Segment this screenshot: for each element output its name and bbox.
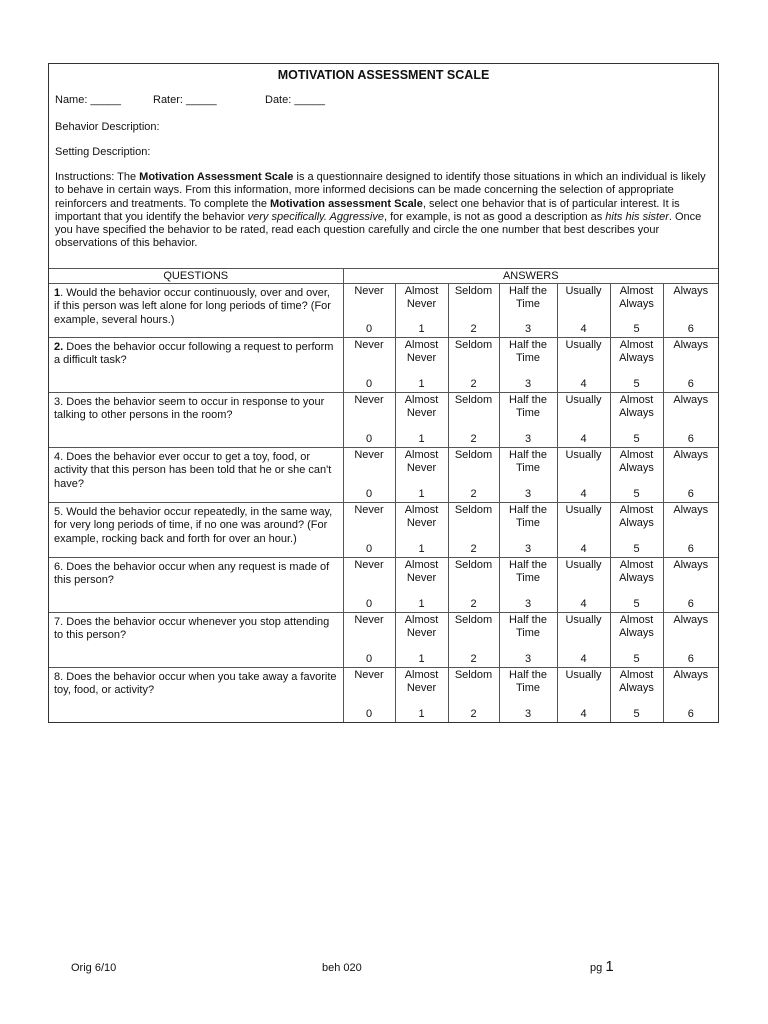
answer-cell — [664, 393, 719, 446]
answer-label: Almost Never — [404, 504, 439, 530]
answer-cell — [500, 558, 557, 611]
answer-cell — [500, 284, 557, 336]
answer-label: Never — [354, 504, 384, 516]
answer-label: Half the Time — [509, 614, 547, 640]
question-body: Does the behavior ever occur to get a toy, food, or activity that this person has been told that he or she can't have? — [54, 451, 332, 490]
answer-number[interactable]: 4 — [580, 653, 587, 665]
question-text — [49, 558, 343, 612]
answer-number[interactable]: 5 — [633, 653, 640, 665]
answer-number[interactable]: 3 — [524, 433, 532, 445]
answer-number[interactable]: 5 — [633, 323, 640, 335]
answer-number[interactable]: 5 — [633, 708, 640, 720]
question-cell — [49, 393, 343, 448]
question-cell — [49, 284, 343, 338]
answer-option[interactable] — [343, 613, 395, 668]
answer-number[interactable]: 3 — [524, 323, 532, 335]
footer-code: beh 020 — [322, 962, 362, 974]
answer-number[interactable]: 4 — [580, 378, 587, 390]
answer-option[interactable] — [557, 448, 610, 503]
answer-cell — [611, 668, 663, 721]
answer-label: Almost Never — [404, 559, 439, 585]
table-row — [49, 284, 718, 338]
answer-label: Half the Time — [509, 285, 547, 311]
question-body: Does the behavior occur whenever you stop attending to this person? — [54, 616, 330, 642]
answer-label: Always — [673, 669, 709, 681]
answer-option[interactable] — [610, 393, 663, 448]
answer-cell — [558, 393, 610, 446]
answer-number[interactable]: 3 — [524, 378, 532, 390]
table-row — [49, 613, 718, 668]
answer-option[interactable] — [343, 503, 395, 558]
name-field[interactable]: Name: _____ — [55, 94, 122, 106]
answer-number[interactable]: 6 — [687, 378, 694, 390]
answer-option[interactable] — [663, 393, 718, 448]
answer-option[interactable] — [448, 558, 499, 613]
question-text — [49, 613, 343, 667]
answer-option[interactable] — [557, 613, 610, 668]
answer-cell — [500, 503, 557, 556]
answer-option[interactable] — [499, 448, 557, 503]
answer-cell — [449, 668, 499, 721]
answer-option[interactable] — [499, 503, 557, 558]
question-text — [49, 503, 343, 557]
answer-number[interactable]: 4 — [580, 708, 587, 720]
answer-cell — [344, 284, 395, 336]
answer-label: Usually — [565, 285, 602, 297]
answer-number[interactable]: 1 — [418, 653, 425, 665]
answer-number[interactable]: 2 — [470, 653, 477, 665]
answer-label: Almost Never — [404, 614, 439, 640]
question-number: 5. — [54, 506, 64, 518]
answer-label: Almost Always — [619, 504, 654, 530]
answer-option[interactable] — [448, 503, 499, 558]
question-cell — [49, 448, 343, 503]
answer-number[interactable]: 0 — [365, 598, 373, 610]
answer-option[interactable] — [663, 668, 718, 723]
answer-cell — [500, 338, 557, 391]
answer-option[interactable] — [448, 668, 499, 723]
answer-option[interactable] — [663, 448, 718, 503]
answer-label: Seldom — [454, 449, 493, 461]
form-header — [49, 64, 718, 269]
question-cell — [49, 558, 343, 613]
answer-option[interactable] — [448, 284, 499, 338]
answer-option[interactable] — [395, 613, 448, 668]
answer-cell — [396, 668, 448, 721]
answer-cell — [664, 338, 719, 391]
answer-cell — [344, 558, 395, 611]
answer-option[interactable] — [499, 558, 557, 613]
answer-option[interactable] — [663, 284, 718, 338]
answer-number[interactable]: 5 — [633, 378, 640, 390]
page-label: pg — [590, 962, 603, 974]
answer-number[interactable]: 4 — [580, 598, 587, 610]
table-row — [49, 393, 718, 448]
answer-cell — [500, 668, 557, 721]
answer-number[interactable]: 1 — [418, 488, 425, 500]
answer-cell — [611, 393, 663, 446]
answer-label: Half the Time — [509, 449, 547, 475]
answer-cell — [500, 448, 557, 501]
answer-number[interactable]: 6 — [687, 708, 694, 720]
question-text — [49, 393, 343, 447]
answer-cell — [664, 503, 719, 556]
answer-option[interactable] — [663, 613, 718, 668]
answer-label: Seldom — [454, 504, 493, 516]
question-body: . Would the behavior occur continuously, over and over, if this person was left alone for long periods of time? (For example, several hours.) — [54, 287, 331, 326]
answer-number[interactable]: 6 — [687, 323, 694, 335]
answer-label: Usually — [565, 449, 602, 461]
instructions-italic: very specifically. Aggressive — [247, 210, 384, 223]
footer-orig: Orig 6/10 — [71, 962, 117, 974]
answer-option[interactable] — [395, 503, 448, 558]
question-text — [49, 338, 343, 392]
instructions-part: , for example, is not as good a description as — [383, 210, 606, 223]
answer-label: Seldom — [454, 614, 493, 626]
answer-label: Almost Always — [619, 559, 654, 585]
answer-option[interactable] — [343, 668, 395, 723]
instructions-part: is a questionnaire designed to identify those situations in which an individual is likely to behave in certain ways. From this information, more informed decisions can be made concerning the selection of appropriate reinforcers and treatments. To complete the — [55, 171, 706, 210]
answer-label: Half the Time — [509, 504, 547, 530]
answer-label: Always — [673, 614, 709, 626]
answer-label: Never — [354, 394, 384, 406]
question-text — [49, 668, 343, 722]
answer-option[interactable] — [395, 448, 448, 503]
answer-option[interactable] — [610, 448, 663, 503]
answer-cell — [396, 338, 448, 391]
answer-cell — [449, 503, 499, 556]
answer-label: Usually — [565, 614, 602, 626]
answer-option[interactable] — [395, 668, 448, 723]
answer-number[interactable]: 4 — [580, 323, 587, 335]
answer-label: Seldom — [454, 285, 493, 297]
answer-cell — [558, 284, 610, 336]
answer-number[interactable]: 2 — [470, 433, 477, 445]
answer-option[interactable] — [663, 503, 718, 558]
answer-label: Always — [673, 559, 709, 571]
answer-option[interactable] — [557, 558, 610, 613]
answer-label: Usually — [565, 504, 602, 516]
answer-cell — [611, 558, 663, 611]
question-number: 4. — [54, 451, 64, 463]
answer-number[interactable]: 1 — [418, 378, 425, 390]
answer-cell — [449, 338, 499, 391]
answer-label: Always — [673, 285, 709, 297]
answer-label: Usually — [565, 669, 602, 681]
answer-option[interactable] — [499, 613, 557, 668]
answer-number[interactable]: 4 — [580, 543, 587, 555]
answer-option[interactable] — [499, 393, 557, 448]
answer-option[interactable] — [343, 448, 395, 503]
question-cell — [49, 503, 343, 558]
answer-option[interactable] — [395, 558, 448, 613]
answer-option[interactable] — [395, 338, 448, 393]
answer-cell — [664, 558, 719, 611]
answer-label: Usually — [565, 559, 602, 571]
instructions-bold: Motivation assessment Scale — [270, 197, 423, 210]
answer-cell — [449, 393, 499, 446]
answer-cell — [396, 284, 448, 336]
answer-option[interactable] — [448, 448, 499, 503]
answer-cell — [611, 284, 663, 336]
answer-label: Half the Time — [509, 559, 547, 585]
answer-label: Seldom — [454, 559, 493, 571]
answer-cell — [449, 448, 499, 501]
answer-label: Never — [354, 339, 384, 351]
answer-cell — [396, 393, 448, 446]
answer-cell — [558, 503, 610, 556]
question-body: Does the behavior occur following a request to perform a difficult task? — [54, 341, 334, 367]
answer-option[interactable] — [499, 338, 557, 393]
answer-number[interactable]: 6 — [687, 653, 694, 665]
answer-cell — [558, 448, 610, 501]
answer-cell — [558, 613, 610, 666]
table-row — [49, 503, 718, 558]
answer-number[interactable]: 2 — [470, 323, 477, 335]
answer-option[interactable] — [395, 393, 448, 448]
instructions-text — [55, 171, 712, 251]
answer-cell — [396, 613, 448, 666]
answer-option[interactable] — [610, 558, 663, 613]
answer-option[interactable] — [610, 284, 663, 338]
question-cell — [49, 613, 343, 668]
answer-label: Usually — [565, 339, 602, 351]
answer-option[interactable] — [499, 668, 557, 723]
instructions-italic: hits his sister — [605, 210, 669, 223]
answer-label: Never — [354, 614, 384, 626]
table-row — [49, 338, 718, 393]
answer-label: Always — [673, 339, 709, 351]
answer-number[interactable]: 5 — [633, 598, 640, 610]
question-body: Does the behavior seem to occur in response to your talking to other persons in the room? — [54, 396, 325, 422]
answer-option[interactable] — [343, 393, 395, 448]
answer-number[interactable]: 2 — [470, 598, 477, 610]
answer-number[interactable]: 3 — [524, 543, 532, 555]
answer-label: Almost Never — [404, 394, 439, 420]
answer-option[interactable] — [448, 338, 499, 393]
answer-number[interactable]: 0 — [365, 433, 373, 445]
question-body: Does the behavior occur when you take away a favorite toy, food, or activity? — [54, 671, 337, 697]
answer-option[interactable] — [343, 338, 395, 393]
answer-option[interactable] — [557, 668, 610, 723]
answer-number[interactable]: 6 — [687, 488, 694, 500]
questions-table — [49, 269, 718, 722]
table-row — [49, 558, 718, 613]
footer-page — [590, 958, 614, 975]
answer-option[interactable] — [610, 338, 663, 393]
answer-cell — [611, 613, 663, 666]
answer-number[interactable]: 1 — [418, 433, 425, 445]
answer-number[interactable]: 1 — [418, 598, 425, 610]
answer-label: Never — [354, 669, 384, 681]
answer-option[interactable] — [663, 338, 718, 393]
answer-option[interactable] — [499, 284, 557, 338]
answer-number[interactable]: 3 — [524, 598, 532, 610]
date-field[interactable]: Date: _____ — [265, 94, 325, 106]
answer-cell — [611, 503, 663, 556]
answer-cell — [664, 448, 719, 501]
answer-number[interactable]: 5 — [633, 433, 640, 445]
answer-number[interactable]: 6 — [687, 433, 694, 445]
answer-label: Seldom — [454, 669, 493, 681]
answers-header: ANSWERS — [343, 269, 718, 284]
answer-label: Almost Always — [619, 394, 654, 420]
answer-option[interactable] — [557, 503, 610, 558]
answer-cell — [558, 558, 610, 611]
answer-option[interactable] — [610, 668, 663, 723]
answer-label: Almost Always — [619, 614, 654, 640]
answer-number[interactable]: 0 — [365, 323, 373, 335]
answer-option[interactable] — [610, 613, 663, 668]
questions-body — [49, 284, 718, 723]
answer-option[interactable] — [610, 503, 663, 558]
answer-label: Seldom — [454, 394, 493, 406]
answer-cell — [344, 613, 395, 666]
question-number: 8. — [54, 671, 64, 683]
answer-label: Almost Never — [404, 669, 439, 695]
answer-cell — [344, 503, 395, 556]
question-number: 7. — [54, 616, 64, 628]
answer-number[interactable]: 1 — [418, 708, 425, 720]
answer-cell — [396, 448, 448, 501]
answer-cell — [664, 613, 719, 666]
answer-cell — [558, 668, 610, 721]
answer-cell — [344, 668, 395, 721]
answer-option[interactable] — [663, 558, 718, 613]
question-cell — [49, 668, 343, 723]
behavior-description-field[interactable]: Behavior Description: — [55, 121, 160, 133]
answer-cell — [500, 613, 557, 666]
answer-option[interactable] — [343, 284, 395, 338]
answer-cell — [449, 613, 499, 666]
answer-cell — [396, 558, 448, 611]
answer-cell — [344, 338, 395, 391]
answer-label: Almost Never — [404, 339, 439, 365]
question-number: 1 — [54, 287, 61, 299]
answer-label: Never — [354, 559, 384, 571]
question-number: 2. — [54, 341, 64, 353]
assessment-form — [48, 63, 719, 723]
answer-cell — [449, 558, 499, 611]
answer-number[interactable]: 2 — [470, 708, 477, 720]
answer-number[interactable]: 4 — [580, 433, 587, 445]
answer-number[interactable]: 0 — [365, 543, 373, 555]
instructions-part: Instructions: The — [55, 171, 140, 183]
answer-label: Half the Time — [509, 669, 547, 695]
answer-label: Never — [354, 285, 384, 297]
answer-cell — [449, 284, 499, 336]
answer-label: Never — [354, 449, 384, 461]
answer-option[interactable] — [395, 284, 448, 338]
rater-field[interactable]: Rater: _____ — [153, 94, 217, 106]
answer-cell — [611, 338, 663, 391]
answer-number[interactable]: 3 — [524, 708, 532, 720]
answer-label: Almost Always — [619, 285, 654, 311]
answer-label: Almost Always — [619, 669, 654, 695]
answer-number[interactable]: 0 — [365, 488, 373, 500]
answer-number[interactable]: 6 — [687, 543, 694, 555]
answer-cell — [664, 284, 719, 336]
answer-number[interactable]: 2 — [470, 378, 477, 390]
answer-label: Almost Never — [404, 449, 439, 475]
answer-label: Seldom — [454, 339, 493, 351]
question-number: 6. — [54, 561, 64, 573]
question-text — [49, 448, 343, 502]
answer-option[interactable] — [343, 558, 395, 613]
instructions-part: , select one behavior that is of particular interest. It is important that you identify the behavior — [55, 197, 680, 223]
answer-cell — [396, 503, 448, 556]
answer-label: Half the Time — [509, 339, 547, 365]
answer-number[interactable]: 0 — [365, 708, 373, 720]
answer-number[interactable]: 0 — [365, 653, 373, 665]
answer-label: Half the Time — [509, 394, 547, 420]
answer-label: Almost Never — [404, 285, 439, 311]
instructions-bold: Motivation Assessment Scale — [139, 171, 294, 183]
question-number: 3. — [54, 396, 64, 408]
answer-option[interactable] — [448, 393, 499, 448]
answer-label: Always — [673, 504, 709, 516]
answer-number[interactable]: 3 — [524, 653, 532, 665]
answer-number[interactable]: 5 — [633, 488, 640, 500]
answer-cell — [500, 393, 557, 446]
rater-fields — [55, 94, 712, 108]
answer-label: Always — [673, 394, 709, 406]
answer-option[interactable] — [557, 338, 610, 393]
table-row — [49, 448, 718, 503]
answer-option[interactable] — [448, 613, 499, 668]
question-cell — [49, 338, 343, 393]
answer-number[interactable]: 1 — [418, 543, 425, 555]
question-body: Would the behavior occur repeatedly, in the same way, for very long periods of time, if no one was around? (For example, rocking back and forth for over an hour.) — [54, 506, 333, 545]
answer-cell — [664, 668, 719, 721]
answer-number[interactable]: 2 — [470, 488, 477, 500]
answer-number[interactable]: 3 — [524, 488, 532, 500]
answer-label: Almost Always — [619, 449, 654, 475]
answer-cell — [611, 448, 663, 501]
page-title: MOTIVATION ASSESSMENT SCALE — [277, 68, 490, 82]
answer-label: Almost Always — [619, 339, 654, 365]
setting-description-field[interactable]: Setting Description: — [55, 146, 151, 158]
answer-number[interactable]: 2 — [470, 543, 477, 555]
instructions-part: . Once you have specified the behavior to be rated, read each question carefully and circle the one number that best describes your observations of this behavior. — [55, 210, 702, 250]
answer-option[interactable] — [557, 284, 610, 338]
questions-header: QUESTIONS — [49, 269, 343, 284]
answer-number[interactable]: 4 — [580, 488, 587, 500]
question-body: Does the behavior occur when any request is made of this person? — [54, 561, 330, 587]
answer-cell — [558, 338, 610, 391]
answer-cell — [344, 448, 395, 501]
answer-cell — [344, 393, 395, 446]
answer-label: Always — [673, 449, 709, 461]
answer-label: Usually — [565, 394, 602, 406]
answer-option[interactable] — [557, 393, 610, 448]
answer-number[interactable]: 5 — [633, 543, 640, 555]
table-row — [49, 668, 718, 723]
page-number: 1 — [605, 958, 614, 975]
answer-number[interactable]: 1 — [418, 323, 425, 335]
question-text — [49, 284, 343, 337]
answer-number[interactable]: 0 — [365, 378, 373, 390]
answer-number[interactable]: 6 — [687, 598, 694, 610]
